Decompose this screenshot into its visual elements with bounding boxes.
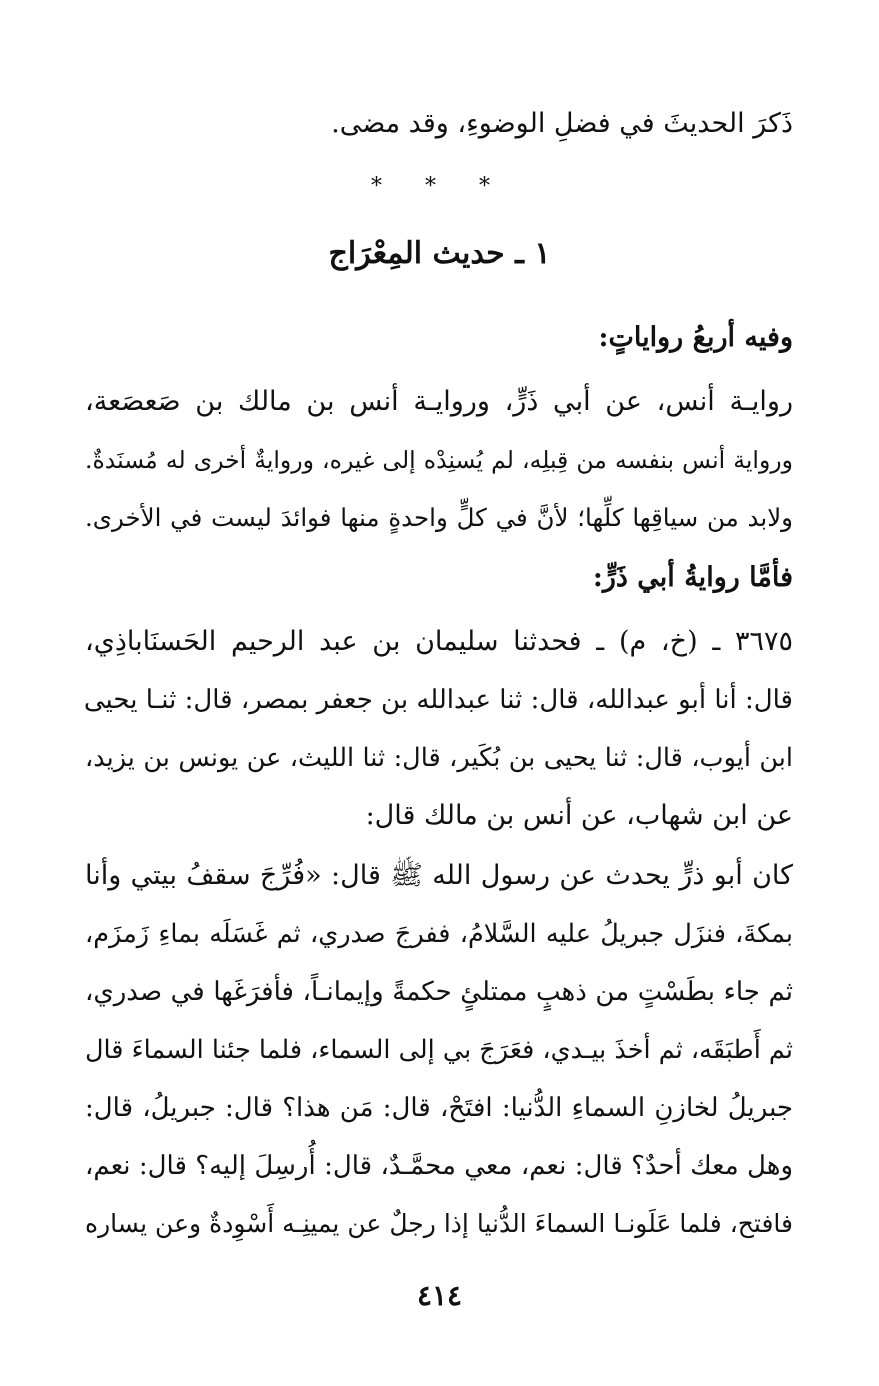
- hadith-chain-line: قال: أنا أبو عبدالله، قال: ثنا عبدالله بن جعفر بمصر، قال: ثنـا يحيى: [83, 685, 793, 715]
- hadith-text-line: ثم أَطبَقَه، ثم أخذَ بيـدي، فعَرَجَ بي إلى السماء، فلما جئنا السماءَ قال: [85, 1035, 793, 1065]
- hadith-text-line: كان أبو ذرٍّ يحدث عن رسول الله ﷺ قال: «فُرِّجَ سقفُ بيتي وأنا: [85, 860, 793, 891]
- hadith-text-line: فافتح، فلما عَلَونـا السماءَ الدُّنيا إذا رجلٌ عن يمينِـه أَسْوِدةٌ وعن يساره: [85, 1209, 793, 1238]
- paragraph1-line: ولابد من سياقِها كلِّها؛ لأنَّ في كلٍّ واحدةٍ منها فوائدَ ليست في الأخرى.: [85, 503, 793, 532]
- hadith-chain-line: ابن أيوب، قال: ثنا يحيى بن بُكَير، قال: ثنا الليث، عن يونس بن يزيد،: [85, 743, 793, 773]
- subheading-four-narrations: وفيه أربعُ رواياتٍ:: [598, 322, 793, 353]
- section-title: ١ ـ حديث المِعْرَاج: [328, 236, 551, 271]
- paragraph1-line: روايـة أنس، عن أبي ذَرٍّ، وروايـة أنس بن مالك بن صَعصَعة،: [85, 386, 793, 417]
- hadith-text-line: ثم جاء بطَسْتٍ من ذهبٍ ممتلئٍ حكمةً وإيمانـاً، فأفرَغَها في صدري،: [85, 977, 793, 1007]
- hadith-text-line: وهل معك أحدٌ؟ قال: نعم، معي محمَّـدٌ، قال: أُرسِلَ إليه؟ قال: نعم،: [85, 1151, 793, 1181]
- hadith-text-line: بمكةَ، فنزَل جبريلُ عليه السَّلامُ، ففرجَ صدري، ثم غَسَلَه بماءِ زَمزَم،: [85, 919, 793, 949]
- paragraph1-line: ورواية أنس بنفسه من قِبلِه، لم يُسنِدْه إلى غيره، وروايةٌ أخرى له مُسنَدةٌ.: [85, 446, 793, 474]
- hadith-text-line: جبريلُ لخازنِ السماءِ الدُّنيا: افتَحْ، قال: مَن هذا؟ قال: جبريلُ، قال:: [85, 1093, 793, 1123]
- hadith-chain-line: ٣٦٧٥ ـ (خ، م) ـ فحدثنا سليمان بن عبد الرحيم الحَسنَاباذِي،: [85, 626, 793, 657]
- subheading-abu-dharr: فأمَّا روايةُ أبي ذَرٍّ:: [592, 562, 793, 593]
- page-number: ٤١٤: [416, 1279, 463, 1312]
- section-separator: * * *: [371, 174, 508, 199]
- hadith-chain-line: عن ابن شهاب، عن أنس بن مالك قال:: [365, 800, 793, 831]
- opening-line: ذَكرَ الحديثَ في فضلِ الوضوءِ، وقد مضى.: [331, 108, 793, 139]
